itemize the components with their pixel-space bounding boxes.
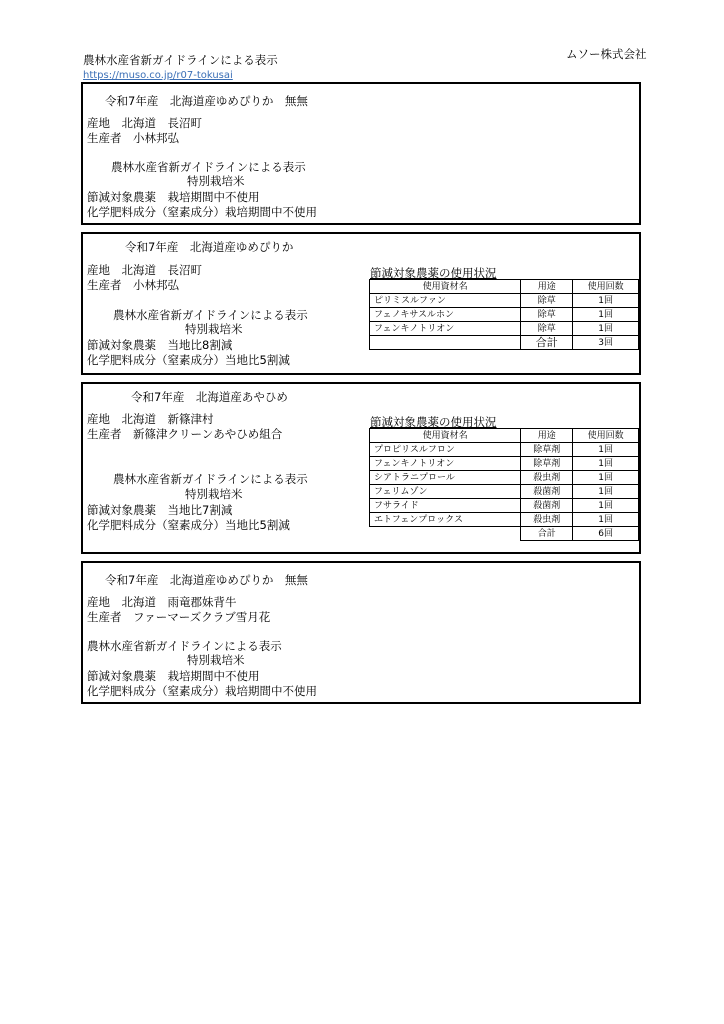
col-material: 使用資材名	[370, 429, 521, 443]
box2-fertilizer: 化学肥料成分（窒素成分）当地比5割減	[87, 353, 290, 367]
material-cell: シアトラニプロール	[370, 471, 521, 485]
box2-heading: 令和7年産 北海道産ゆめぴりか	[125, 240, 294, 254]
count-cell: 1回	[573, 322, 639, 336]
box2-table-title: 節減対象農薬の使用状況	[370, 266, 497, 280]
box3-pesticide: 節減対象農薬 当地比7割減	[87, 503, 233, 517]
box3-heading: 令和7年産 北海道産あやひめ	[131, 390, 288, 404]
table-total-row	[370, 527, 639, 541]
material-cell: フェンキノトリオン	[370, 322, 521, 336]
use-cell: 殺虫剤	[521, 471, 573, 485]
material-cell: ピリミスルファン	[370, 294, 521, 308]
count-cell: 1回	[573, 485, 639, 499]
table-row	[370, 308, 639, 322]
box2-special: 特別栽培米	[185, 322, 243, 336]
table-row	[370, 485, 639, 499]
table-row	[370, 443, 639, 457]
col-use: 用途	[521, 429, 573, 443]
page-title: 農林水産省新ガイドラインによる表示	[83, 53, 278, 67]
use-cell: 除草	[521, 322, 573, 336]
material-cell: フサライド	[370, 499, 521, 513]
box3-table-title: 節減対象農薬の使用状況	[370, 415, 497, 429]
box4-fertilizer: 化学肥料成分（窒素成分）栽培期間中不使用	[87, 684, 317, 698]
count-cell: 1回	[573, 513, 639, 527]
label-box-3	[81, 382, 641, 554]
total-value: 3回	[573, 336, 639, 350]
total-blank-cell	[370, 336, 521, 350]
box2-origin: 産地 北海道 長沼町	[87, 263, 202, 277]
material-cell: プロピリスルフロン	[370, 443, 521, 457]
box4-special: 特別栽培米	[187, 653, 245, 667]
use-cell: 殺菌剤	[521, 499, 573, 513]
box3-guideline: 農林水産省新ガイドラインによる表示	[113, 472, 308, 486]
count-cell: 1回	[573, 499, 639, 513]
material-cell: フェノキサスルホン	[370, 308, 521, 322]
box1-special: 特別栽培米	[187, 174, 245, 188]
box4-heading: 令和7年産 北海道産ゆめぴりか 無無	[105, 573, 308, 587]
box4-origin: 産地 北海道 雨竜郡妹背牛	[87, 595, 237, 609]
table-row	[370, 294, 639, 308]
box4-producer: 生産者 ファーマーズクラブ雪月花	[87, 610, 271, 624]
table-row	[370, 457, 639, 471]
use-cell: 除草	[521, 308, 573, 322]
box1-fertilizer: 化学肥料成分（窒素成分）栽培期間中不使用	[87, 205, 317, 219]
box1-pesticide: 節減対象農薬 栽培期間中不使用	[87, 190, 260, 204]
use-cell: 除草	[521, 294, 573, 308]
total-value: 6回	[573, 527, 639, 541]
material-cell: エトフェンプロックス	[370, 513, 521, 527]
col-count: 使用回数	[573, 280, 639, 294]
box2-producer: 生産者 小林邦弘	[87, 278, 179, 292]
box4-guideline: 農林水産省新ガイドラインによる表示	[87, 639, 282, 653]
material-cell: フェンキノトリオン	[370, 457, 521, 471]
box1-heading: 令和7年産 北海道産ゆめぴりか 無無	[105, 94, 308, 108]
count-cell: 1回	[573, 308, 639, 322]
label-box-2	[81, 232, 641, 375]
box3-fertilizer: 化学肥料成分（窒素成分）当地比5割減	[87, 518, 290, 532]
count-cell: 1回	[573, 471, 639, 485]
box1-producer: 生産者 小林邦弘	[87, 131, 179, 145]
total-label: 合計	[521, 336, 573, 350]
label-box-1	[81, 82, 641, 225]
box2-guideline: 農林水産省新ガイドラインによる表示	[113, 308, 308, 322]
use-cell: 殺菌剤	[521, 485, 573, 499]
material-cell: フェリムゾン	[370, 485, 521, 499]
use-cell: 除草剤	[521, 457, 573, 471]
col-use: 用途	[521, 280, 573, 294]
use-cell: 殺虫剤	[521, 513, 573, 527]
box3-producer: 生産者 新篠津クリーンあやひめ組合	[87, 427, 283, 441]
count-cell: 1回	[573, 294, 639, 308]
box4-pesticide: 節減対象農薬 栽培期間中不使用	[87, 669, 260, 683]
total-blank-cell	[370, 527, 521, 541]
total-label: 合計	[521, 527, 573, 541]
box1-origin: 産地 北海道 長沼町	[87, 116, 202, 130]
box3-pesticide-table	[369, 428, 639, 541]
company-name: ムソー株式会社	[566, 47, 647, 61]
box3-special: 特別栽培米	[185, 487, 243, 501]
box3-origin: 産地 北海道 新篠津村	[87, 412, 214, 426]
table-header-row	[370, 429, 639, 443]
box2-pesticide: 節減対象農薬 当地比8割減	[87, 338, 233, 352]
table-header-row	[370, 280, 639, 294]
count-cell: 1回	[573, 457, 639, 471]
box1-guideline: 農林水産省新ガイドラインによる表示	[111, 160, 306, 174]
table-row	[370, 499, 639, 513]
table-row	[370, 471, 639, 485]
use-cell: 除草剤	[521, 443, 573, 457]
label-box-4	[81, 561, 641, 704]
table-row	[370, 322, 639, 336]
table-total-row	[370, 336, 639, 350]
tokusai-link[interactable]: https://muso.co.jp/r07-tokusai	[83, 70, 233, 81]
col-material: 使用資材名	[370, 280, 521, 294]
count-cell: 1回	[573, 443, 639, 457]
col-count: 使用回数	[573, 429, 639, 443]
table-row	[370, 513, 639, 527]
box2-pesticide-table	[369, 279, 639, 350]
